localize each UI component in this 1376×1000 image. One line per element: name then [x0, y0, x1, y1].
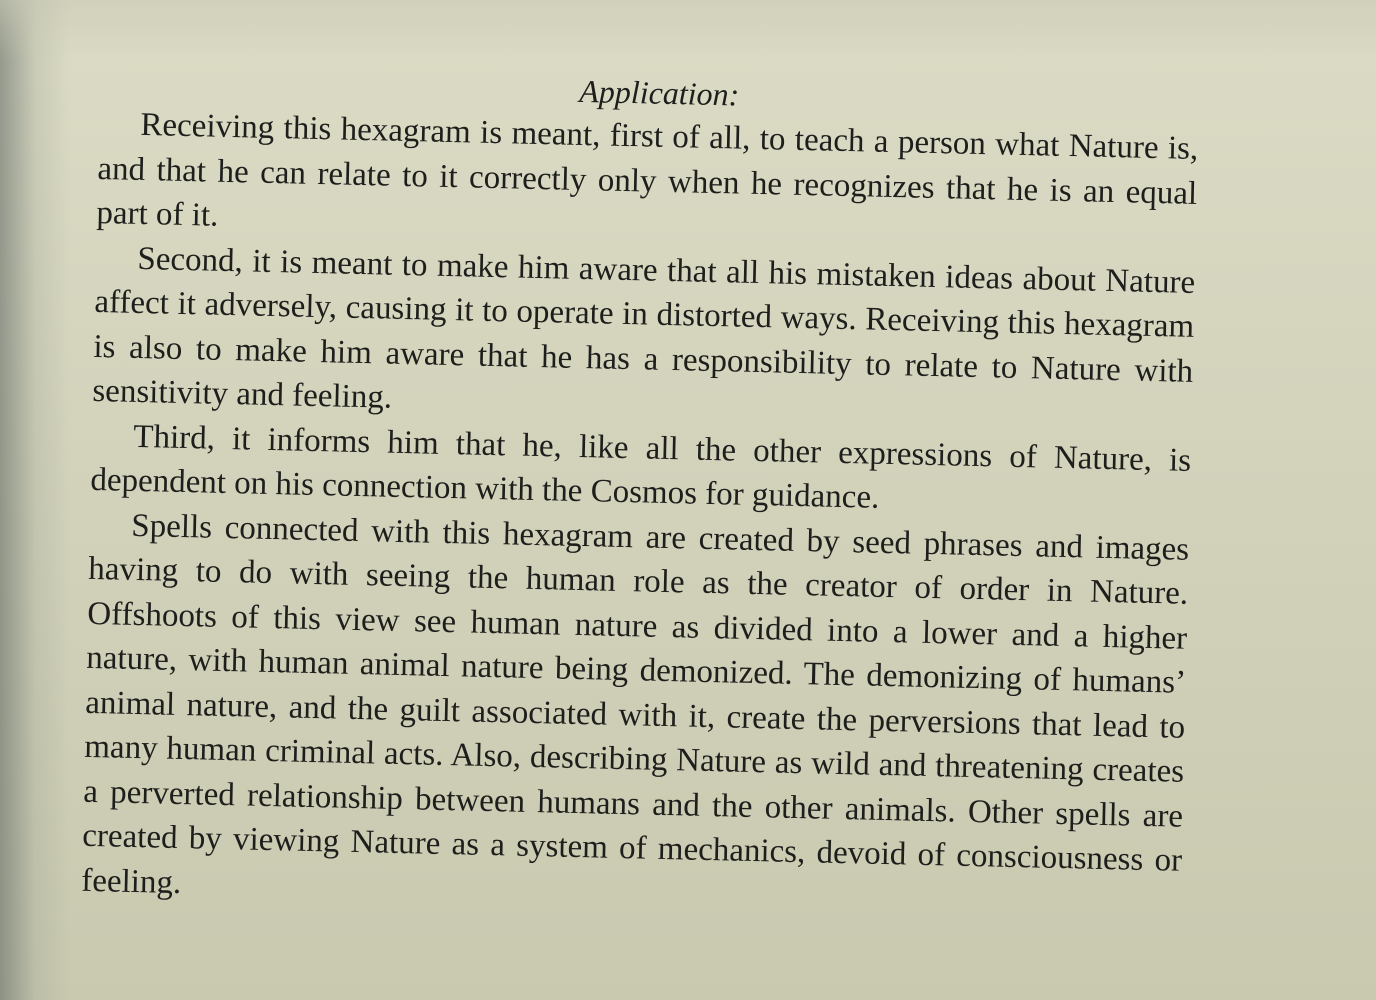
section-heading: Application: — [578, 72, 740, 113]
paragraph-4: Spells connected with this hexagram are created by seed phrases and images having to do with seeing the human role as the creator of order in Nature. Offshoots of this view see human nature as divided into a lower and a higher nature, with human animal nature being demonized. The demonizing of humans’ animal nature, and the guilt associated with it, create the perversions that lead to many human criminal acts. Also, describing Nature as wild and threatening creates a perverted relationship between humans and the other animals. Other spells are created by viewing Nature as a system of mechanics, devoid of consciousness or feeling. — [80, 507, 1190, 901]
paragraph-3: Third, it informs him that he, like all the other expressions of Nature, is dependent on his connection with the Cosmos for guidance. — [90, 418, 1192, 516]
page-top-fade — [0, 0, 1376, 60]
text-block — [81, 58, 1200, 928]
paragraph-1: Receiving this hexagram is meant, first of all, to teach a person what Nature is, and that he can relate to it correctly only when he recognizes that he is an equal part of it. — [96, 106, 1199, 234]
paragraph-2: Second, it is meant to make him aware that all his mistaken ideas about Nature affect it adversely, causing it to operate in distorted ways. Receiving this hexagram is also to make him aware that he has a responsibility to relate to Nature with sensitivity and feeling. — [92, 240, 1196, 416]
page-gutter-shadow — [0, 0, 70, 1000]
